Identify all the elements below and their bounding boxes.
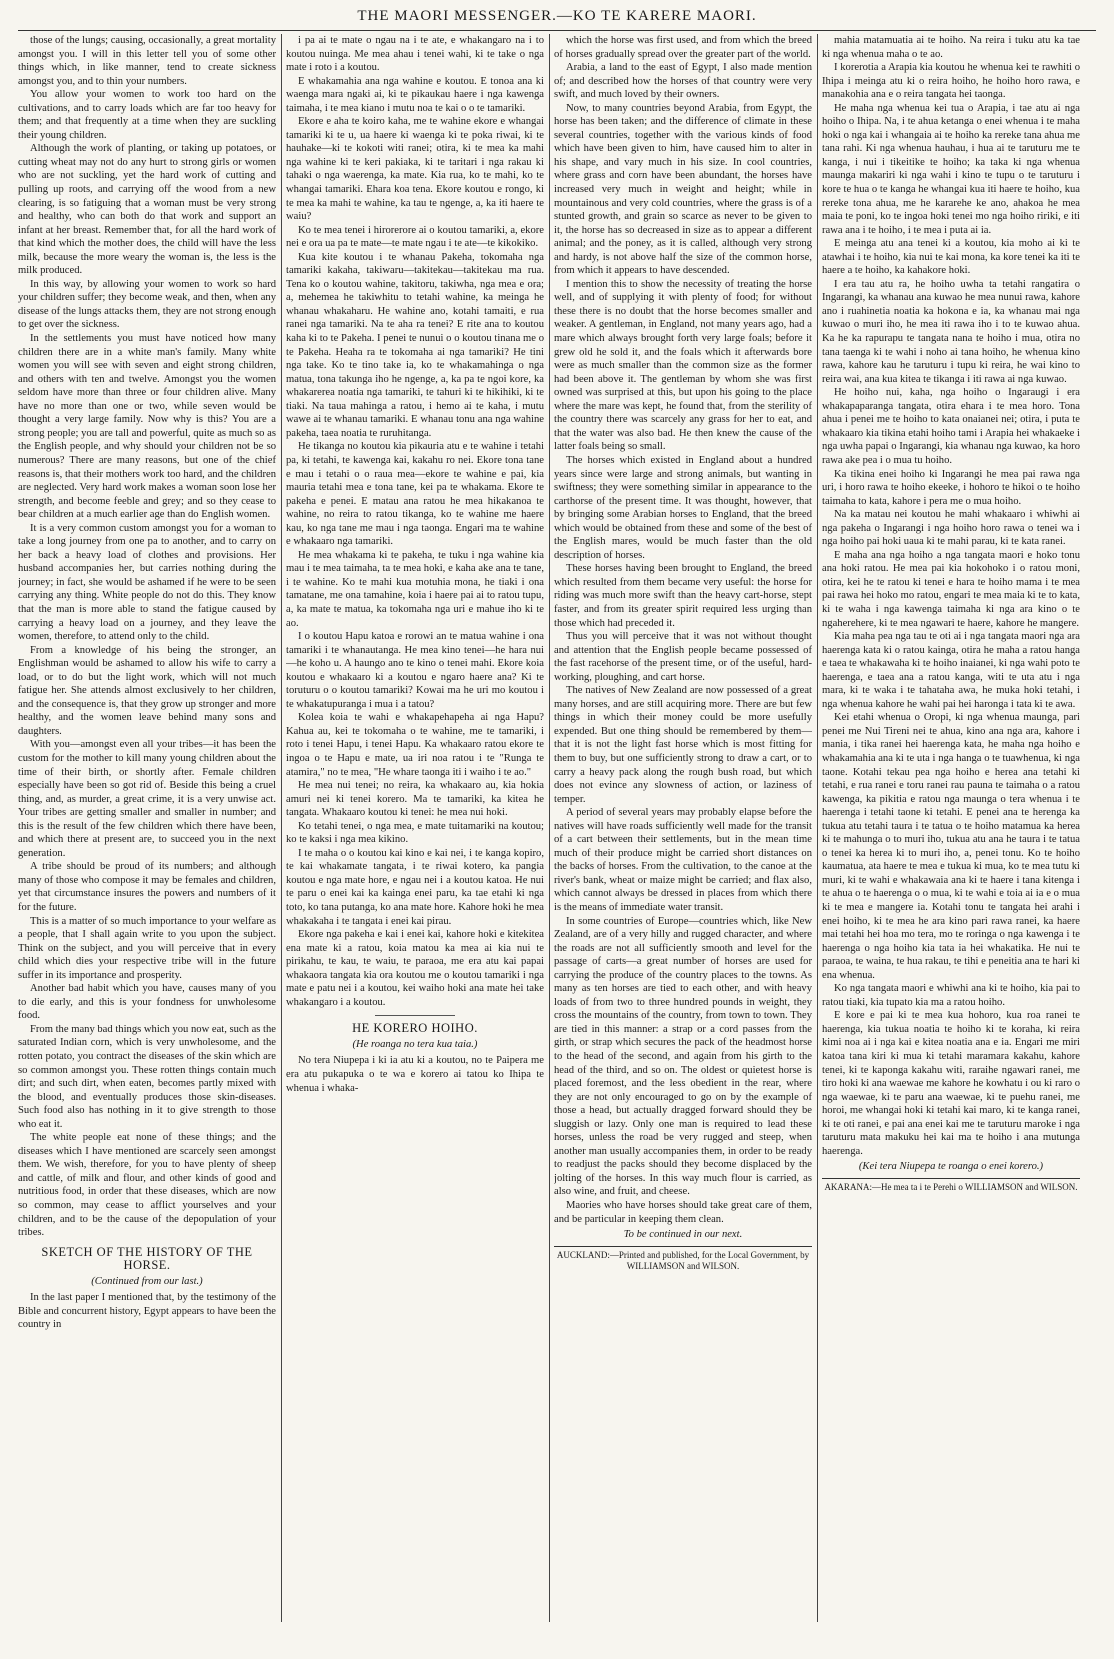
article-paragraph: E maha ana nga hoiho a nga tangata maori e hoko tonu ana hoki ratou. He mea pai kia hokohoko i o ratou moni, otira, kei he te ratou ki tenei e hara te hoiho mama i te mea pai rawa hei hoko mo ratou, engari te mea maia ki te to kata, ki te waha i nga kawenga taimaha ki nga ara kino o te ngaherehere, ki te mea ngawari te haere, kahore he mangere.	[822, 549, 1080, 629]
article-paragraph: Ko tetahi tenei, o nga mea, e mate tuitamariki na koutou; ko te kaksi i nga mea kikino.	[286, 820, 544, 846]
article-paragraph: He tikanga no koutou kia pikauria atu e te wahine i tetahi pa, ki tetahi, te kawenga kai, kakahu ro nei. Ekore tona tane e mau i tetahi o o raua mea—ekore te wahine e pai, kia mauria tetahi mea e tona tane, kei pa te whakama. Ekore te pakeha e penei. E matau ana ratou he mea hikakanoa te wahine, no reira to ratou tikanga, ko te wahine me haere kau, ko nga tane me mau i nga taonga. Engari ma te wahine e whakaaro nga tamariki.	[286, 441, 544, 548]
column-3-body	[554, 34, 812, 1226]
article-paragraph: Maories who have horses should take great care of them, and be particular in keeping them clean.	[554, 1200, 812, 1225]
article-paragraph: This is a matter of so much importance to your welfare as a people, that I shall again write to you upon the subject. Think on the subject, and you will perceive that in every child which dies your respective tribe will in the future suffer in its importance and prosperity.	[18, 915, 276, 981]
article-paragraph: E whakamahia ana nga wahine e koutou. E tonoa ana ki waenga mara ngaki ai, ki te pikaukau haere i nga kawenga taimaha, i te mea kiano i mutu noa te kai o o te tamariki.	[286, 75, 544, 114]
section-divider	[375, 1015, 455, 1016]
article-paragraph: Ekore nga pakeha e kai i enei kai, kahore hoki e kitekitea ena mate ki a ratou, koia matou ka mea ai kia nui te pirikahu, te kau, te waiu, te paraoa, me era atu kai papai whakaora tangata kia ora koutou me o koutou tamariki i nga mate e patu nei i a koutou, kei waiho hoki ana mate hei take whakangaro i a koutou.	[286, 929, 544, 1008]
imprint-footer: AKARANA:—He mea ta i te Perehi o WILLIAMSON and WILSON.	[822, 1178, 1080, 1193]
article-paragraph: A tribe should be proud of its numbers; and although many of those who compose it may be females and children, yet that circumstance insures the powers and numbers of it for the future.	[18, 861, 276, 913]
article-paragraph: The horses which existed in England about a hundred years since were large and strong animals, but wanting in swiftness; they were something similar in appearance to the carthorse of the present time. It was thought, however, that by bringing some Arabian horses to England, that the breed which would be obtained from these and some of the best of the English mares, would be much faster than the old description of horses.	[554, 454, 812, 561]
column-2	[286, 34, 544, 1622]
article-paragraph: You allow your women to work too hard on the cultivations, and to carry loads which are far too heavy for them; and that frequently at a time when they are suckling their young children.	[18, 89, 276, 141]
article-paragraph: Although the work of planting, or taking up potatoes, or cutting wheat may not do any hurt to strong girls or women who are not suckling, yet the hard work of cutting and pulling up roots, and carrying off the wood from a new clearing, is so fatiguing that a woman must be very strong and healthy, who can both do that work and support an infant at her breast. Remember that, for all the hard work of that kind which the mother does, the child will have the less milk, because the more weary the woman is, the less is the milk produced.	[18, 143, 276, 277]
article-paragraph: In this way, by allowing your women to work so hard your children suffer; they become weak, and then, when any disease of the lungs attacks them, they are not strong enough to get over the sickness.	[18, 278, 276, 331]
article-paragraph: Kei etahi whenua o Oropi, ki nga whenua maunga, pari penei me Nui Tireni nei te ahua, kino ana nga ara, kahore i mania, i tika ranei hei haerenga kata, he maha nga hoiho e whakamahia ana ki te uta i nga hanga o te tuawhenua, ki nga taone. Kotahi tekau pea nga hoiho e herea ana tetahi ki tetahi, e rua ranei e toru ranei rau pauna te taimaha o a ratou kawenga, ka pikitia e ratou nga maunga o tera whenua i te haerenga i tetahi taone ki tetahi. E penei ana te herenga ka tukua atu tetahi taura i te tatua o te hoiho matamua ka herea ki te mahunga o to muri iho, tukua atu ana he taura i te tatua o tenei ka herea ki to muri iho, a, penei tonu. Ko te hoiho kaumatua, ata haere te mea e tukua ki mua, ko te mea tutu ki muri, ki te wahi e whakawaia ana ki te haere i tana kitenga i te ahua o te haerenga o o mua, ki te wahi e toia ai ia e o mua ki te mea e mangere ia. Kotahi tonu te tangata hei arahi i enei hoiho, ki te mea he ara kino pari rawa ranei, ka haere mai tetahi hei hoa mo tera, mo te roringa o nga kawenga i te haerenga o nga hoiho kia tata ia hei whakatika. He nui te paraoa, te waina, te hua rakau, te tihi e peneitia ana te hari ki ena whenua.	[822, 712, 1080, 981]
article-paragraph: He mea whakama ki te pakeha, te tuku i nga wahine kia mau i te mea taimaha, ta te mea hoki, e kaha ake ana te tane, i te wahine. Ko te mahi kua motuhia mona, he tiaki i ona tamatane, me ona tamahine, koia i haere pai ai to ratou tupu, a, ka mate te matua, ka tokomaha nga uri e mahue iho ki te ao.	[286, 549, 544, 629]
article-paragraph: Arabia, a land to the east of Egypt, I also made mention of; and described how the horses of that country were very swift, and much loved by their owners.	[554, 62, 812, 101]
article-paragraph: The natives of New Zealand are now possessed of a great many horses, and are still acquiring more. There are but few things in which their money could be more usefully expended. But one thing should be remembered by them—that it is not the light fast horse which is most fitting for them to buy, but one sufficiently strong to draw a cart, or to carry a heavy pack along the rough bush road, but which does not evince any slowness of action, or laziness of temper.	[554, 685, 812, 805]
article-paragraph: These horses having been brought to England, the breed which resulted from them became very useful: the horse for riding was much more swift than the heavy cart-horse, stept faster, and from its greater spirit required less urging than those which had preceded it.	[554, 563, 812, 629]
article-subheading: (Continued from our last.)	[91, 1275, 203, 1287]
column-3	[554, 34, 812, 1622]
article-paragraph: The white people eat none of these things; and the diseases which I have mentioned are scarcely seen amongst them. We wish, therefore, for you to have plenty of sheep and cattle, of milk and flour, and other kinds of good and nutritious food, in order that these diseases, which are now so common, may cease to afflict yourselves and your children, and to be the cause of the depopulation of your tribes.	[18, 1132, 276, 1239]
masthead-rule	[18, 30, 1096, 31]
article-paragraph: He maha nga whenua kei tua o Arapia, i tae atu ai nga hoiho o Ihipa. Na, i te ahua ketanga o enei whenua i te maha hoki o nga kai i whangaia ai te hoiho ka rereke tana ahua me tana rahi. Ki nga whenua hauhau, i hua ai te taruturu me te kanga, i nui i tikeitike te hoiho; ka taka ki nga whenua maunga makariri ki nga wahi i kino te tupu o te taruturu i kore te hua o te kanga he whangai kua iti haere te hoiho, kua rereke tona ahua, me he kararehe ke ano, ahakoa he mea maia te poni, ko te ingoa hoki tenei mo nga hoiho ririki, e iti rawa ana i te hoiho, i te mea i puta ai ia.	[822, 102, 1080, 236]
article-heading: SKETCH OF THE HISTORY OF THE HORSE.	[41, 1244, 253, 1273]
article-paragraph: He mea nui tenei; no reira, ka whakaaro au, kia hokia amuri nei ki tenei korero. Ma te tamariki, ka kitea he tangata. Whakaaro koutou ki tenei: he mea nui hoki.	[286, 780, 544, 819]
article-paragraph: In some countries of Europe—countries which, like New Zealand, are of a very hilly and rugged character, and where the roads are not all sufficiently smooth and level for the passage of carts—a great number of horses are used for carrying the produce of the country places to the towns. As many as ten horses are tied to each other, and with heavy loads of from two to three hundred pounds in weight, they cross the mountains of the country, from town to town. They are tied in this manner: a strap or a cord passes from the girth, or strap which secures the pack of the headmost horse to the head of the second, and again from his girth to the head of the third, and so on. The oldest or quietest horse is placed foremost, and the less obedient in the rear, where they are not only encouraged to go on by the example of those a head, but actually dragged forward should they be sluggish or lazy. Only one man is required to lead these horses, unless the road be very rugged and steep, when another man usually accompanies them, in order to be ready to readjust the packs should they become displaced by the jolting of the horses. In this way much flour is carried, as also wine, and fruit, and cheese.	[554, 915, 812, 1198]
masthead: THE MAORI MESSENGER.—KO TE KARERE MAORI.	[357, 8, 757, 24]
article-paragraph: From the many bad things which you now eat, such as the saturated Indian corn, which is very unwholesome, and the rotten potato, you contract the diseases of the skin which are so common amongst you. These rotten things contain much dirt; and such dirt, when eaten, becomes partly mixed with the blood, and eventually produces those skin-diseases. Such food also has nothing in it to give strength to those who eat it.	[18, 1023, 276, 1130]
article-paragraph: In the settlements you must have noticed how many children there are in a white man's family. Many white women you will see with seven and eight strong children, and others with ten and twelve. Amongst you the women seldom have more than three or four children alive. Many have no more than one or two, while seven would be thought a very large family. Now why is this? You are a strong people; you are tall and powerful, quite as much so as the English people, and why should your children not be so numerous? There are many reasons, but one of the chief reasons is, that their mothers work too hard, and the children are neglected. Very hard work makes a woman soon lose her strength, and become feeble and grey; and so they cease to bear children at a much earlier age than do English women.	[18, 333, 276, 521]
article-paragraph: E kore e pai ki te mea kua hohoro, kua roa ranei te haerenga, kia tukua noatia te hoiho ki te koraha, ki reira kimi noa ai i nga kai e kitea noatia ana e ia. Engari me miri katoa tana kiri ki mua ki tetahi maramara kakahu, kahore tenei, ki te kaponga kakahu witi, raraihe ngawari ranei, me tiro hoki ki ana waewae me kahore he kowhatu i ou ki raro o nga waewae, ki te paru ana waewae, ki te puehu ranei, me horoi, me whangai hoki ki tetahi kai maro, ki te kanga ranei, ki te oti ranei, e pai ana enei kai me te taruturu maroke i nga taruturu mata makuku hei kai ma te hoiho i ana mutunga haerenga.	[822, 1010, 1080, 1157]
article-paragraph: I korerotia a Arapia kia koutou he whenua kei te rawhiti o Ihipa i meinga atu ki o reira hoiho, he hoiho horo rawa, e manakohia ana e o reira tangata hei taonga.	[822, 62, 1080, 101]
article-paragraph: Thus you will perceive that it was not without thought and attention that the English people became possessed of the fast racehorse of the present time, or of the useful, hard-working, ploughing, and cart horse.	[554, 631, 812, 683]
column-4	[822, 34, 1080, 1622]
article-paragraph: Ka tikina enei hoiho ki Ingarangi he mea pai rawa nga uri, i horo rawa te hoiho ekeeke, i hohoro te hikoi o te hoiho taimaha to kata, kahore i pera me o mua hoiho.	[822, 468, 1080, 507]
article-paragraph: From a knowledge of his being the stronger, an Englishman would be ashamed to allow his wife to carry a load, or to do but the light work, which will not much fatigue her. She attends almost exclusively to her children, and the consequence is, that they grow up stronger and more healthy, and the women leave behind many sons and daughters.	[18, 644, 276, 737]
article-paragraph: Ekore e aha te koiro kaha, me te wahine ekore e whangai tamariki ki te u, ua haere ki waenga ki te poka riwai, ki te hauhake—ki te kokoti witi ranei; otira, ki te mea ka mahi nga wahine ki te keri pakiaka, ki te taritari i nga rakau ki tahaki o nga waerenga, ka mate. Kia rua, ko te mahi, ko te whangai tamariki. Ehara koa tena. Ekore koutou e rongo, ki te mea ka mahi te wahine, ka tau te ngenge, a, ka iti haere te waiu?	[286, 116, 544, 223]
article-paragraph: It is a very common custom amongst you for a woman to take a long journey from one pa to another, and to carry on her back a heavy load of clothes and provisions. Her husband accompanies her, but carries nothing during the journey; in fact, she would be ashamed if he were to be seen carrying any thing. White people do not do this. They know that the man is more able to stand the fatigue caused by carrying a heavy load on a journey, and they leave the women, therefore, to attend only to the child.	[18, 522, 276, 643]
column-4-body	[822, 34, 1080, 1158]
article-paragraph: Another bad habit which you have, causes many of you to die early, and this is your fondness for unwholesome food.	[18, 983, 276, 1022]
column-divider	[281, 34, 282, 1622]
article-paragraph: A period of several years may probably elapse before the natives will have roads sufficiently well made for the transit of a cart between their settlements, but in the mean time much of their produce might be carried short distances on the backs of horses. From the cultivation, to the canoe at the river's bank, wheat or maize might be carried; and flax also, which cannot always be dressed in places from which there is the means of immediate water transit.	[554, 807, 812, 913]
article-heading: HE KORERO HOIHO.	[352, 1021, 478, 1036]
article-paragraph: I o koutou Hapu katoa e rorowi an te matua wahine i ona tamariki i te whanautanga. He mea kino tenei—he hara nui—he koho u. A haungo ano te kino o tenei mahi. Ekore koia koutou e whakaaro ki a koutou e ngaro haere ana? Ki te toruturu o o koutou tamariki? Kowai ma he uri mo koutou i te whakatupuranga i mua i a tatou?	[286, 631, 544, 710]
article-paragraph: Now, to many countries beyond Arabia, from Egypt, the horse has been taken; and the difference of climate in these several countries, together with the various kinds of food which have been given to him, have caused him to alter in his shape, and vary much in his size. In cool countries, where grass and corn have been abundant, the horses have increased very much in weight and height; while in mountainous and very cold countries, where the grass is of a stunted growth, and grain so scarce as never to be given to it, the horse has so decreased in size as to appear a different animal; and the poney, as it is called, although very strong and hardy, is not above half the size of the common horse, from which it appears to have descended.	[554, 102, 812, 277]
article-paragraph: Kia maha pea nga tau te oti ai i nga tangata maori nga ara haerenga kata ki o ratou kainga, otira he maha a ratou hanga e taea te whakawaha ki te hoiho inaianei, ki nga wahi poto te haerenga, e taea ana a ratou kanga, witi te uta atu i nga mara, ki te waka i te tahataha awa, he muka hoki tetahi, i nga whenua kahore he wahi pai hei haronga i tata ki te awa.	[822, 631, 1080, 710]
article-paragraph: which the horse was first used, and from which the breed of horses gradually spread over the greater part of the world.	[554, 35, 812, 60]
article-paragraph: I mention this to show the necessity of treating the horse well, and of supplying it with plenty of food; for without these there is no doubt that the horse becomes smaller and weaker. A gentleman, in England, not many years ago, had a mare which always brought forth very large foals; before it grew old he sold it, and the foals which it afterwards bore were as much smaller than the common size as the former had been above it. The gentleman by whom she was first owned was surprised at this, but upon his going to the place where the mare was kept, he found that, from the sterility of the country there was scarcely any grass for her to eat, and that the water was also bad. He then knew the cause of the latter foals being so small.	[554, 278, 812, 453]
article-subheading: (He roanga no tera kua taia.)	[352, 1038, 478, 1050]
article-paragraph: i pa ai te mate o ngau na i te ate, e whakangaro na i to koutou nuinga. Me mea ahau i tenei wahi, ki te take o nga mate i roto i a koutou.	[286, 35, 544, 74]
article-paragraph: E meinga atu ana tenei ki a koutou, kia moho ai ki te atawhai i te hoiho, kia nui te kai mona, ka kore tenei ka iti te haere a te hoiho, ka kahakore hoki.	[822, 238, 1080, 277]
columns	[18, 34, 1096, 1622]
column-1	[18, 34, 276, 1622]
article-paragraph: He hoiho nui, kaha, nga hoiho o Ingaraugi i era whakapaparanga tangata, otira ehara i te mea horo. Tona ahua i penei me te hoiho to kata onaianei nei; otira, i puta te whakaaro kia tikina etahi hoiho tami i Arapia hei whakaeke i nga uwha papai o Ingarangi, kia whanau nga kuwao, ka horo rawa ake pea i o mua tu hoiho.	[822, 387, 1080, 466]
article-paragraph: Ko te mea tenei i hirorerore ai o koutou tamariki, a, ekore nei e ora ua pa te mate—te mate ngau i te ate—te kikokiko.	[286, 224, 544, 250]
article-paragraph: Kolea koia te wahi e whakapehapeha ai nga Hapu? Kahua au, kei te tokomaha o te wahine, me te tamariki, i roto i tenei Hapu, i tenei Hapu. Ka whakaaro ratou ekore te ingoa o te Hapu e mate, ua iri noa ratou i te "Runga te atamira," no te mea, "He whare taonga iti i waiho i te ao."	[286, 712, 544, 778]
continued-note: To be continued in our next.	[623, 1229, 743, 1241]
article-paragraph: With you—amongst even all your tribes—it has been the custom for the mother to kill many young children about the time of their birth, or shortly after. Female children especially have been so got rid of. Beside this being a cruel thing, and, as murder, a great crime, it is a very unwise act. Your tribes are getting smaller and smaller in number; and this is the result of the few children which there have been, and which there at present are, to succeed you in the next generation.	[18, 739, 276, 859]
article-paragraph: mahia matamuatia ai te hoiho. Na reira i tuku atu ka tae ki nga whenua maha o te ao.	[822, 35, 1080, 60]
article-paragraph: Ko nga tangata maori e whiwhi ana ki te hoiho, kia pai to ratou tiaki, kia tupato kia ma a ratou hoiho.	[822, 983, 1080, 1008]
imprint-footer: AUCKLAND:—Printed and published, for the Local Government, by WILLIAMSON and WILSON.	[554, 1246, 812, 1272]
article-paragraph: I te maha o o koutou kai kino e kai nei, i te kanga kopiro, te kai whakamate tangata, i te riwai kotero, ka pangia koutou e nga mate hore, e ngau nei i a koutou katoa. He nui te paru o enei kai ka kainga enei paru, ka tae etahi ki nga toto, ko tana putanga, ko ana mate hore. Kahore hoki he mea whakakaha i te tangata i enei kai pirau.	[286, 847, 544, 927]
column-divider	[817, 34, 818, 1622]
column-divider	[549, 34, 550, 1622]
article-paragraph: those of the lungs; causing, occasionally, a great mortality amongst you. I will in this letter tell you of some other things which, in like manner, tend to create sickness amongst you, and to thin your numbers.	[18, 35, 276, 87]
article-paragraph: I era tau atu ra, he hoiho uwha ta tetahi rangatira o Ingarangi, ka whanau ana kuwao he mea nunui rawa, kahore ano i ruahinetia noatia ka hokona e ia, ka whanau mai nga kuwao o muri iho, he mea iti rawa iho i to te kuwao ahua. Ka he ka rapurapu te tangata nana te hoiho i mua, otira no tana taenga ki te wahi i noho ai tana hoiho, he whenua kino rawa, kahore kau he taruturu i tupu ki reira, he wai kino to reira wai, ana kua kitea te tikanga i iti rawa ai nga kuwao.	[822, 278, 1080, 385]
article-paragraph: Na ka matau nei koutou he mahi whakaaro i whiwhi ai nga pakeha o Ingarangi i nga hoiho horo rawa o tenei wa i nga hoiho pai hoki uaua ki te mahi parau, ki te kata ranei.	[822, 509, 1080, 548]
article-paragraph: In the last paper I mentioned that, by the testimony of the Bible and concurrent history, Egypt appears to have been the country in	[18, 1292, 276, 1331]
column-1-body	[18, 34, 276, 1240]
article-paragraph: No tera Niupepa i ki ia atu ki a koutou, no te Paipera me era atu pukapuka o te wa e korero ai tatou ko Ihipa te whenua i whaka-	[286, 1055, 544, 1094]
article-paragraph: Kua kite koutou i te whanau Pakeha, tokomaha nga tamariki kakaha, takiwaru—takitekau—takitekau ma rua. Tena ko o koutou wahine, takitoru, takiwha, nga mea e ora; a, mehemea he takiwhitu to tetahi wahine, ka meinga he whanau whakaharu. He wahine ano, kotahi tamaiti, e rua ranei nga tamariki. Na te aha ra tenei? E rite ana to koutou kaha ki to te Pakeha. I penei te nunui o o koutou tinana me o te Pakeha. Heaha ra te tokomaha ai nga tamariki? He tini nga take. Ko te tino take ia, ko te whakamahinga o nga matua, tona takunga iho he ngenge, a, ka pa te ngoi kore, ka whakarerea noatia nga tamariki, te tahuri ki te hikihiki, ki te tiaki. Na taua mahinga a ratou, i hemo ai te kaha, i mutu wawe ai te whanau tamariki. E whanau tonu ana nga wahine pakeha, taea noatia te ruruhitanga.	[286, 251, 544, 439]
column-2-body	[286, 34, 544, 1009]
continued-note: (Kei tera Niupepa te roanga o enei korero.)	[858, 1161, 1044, 1173]
